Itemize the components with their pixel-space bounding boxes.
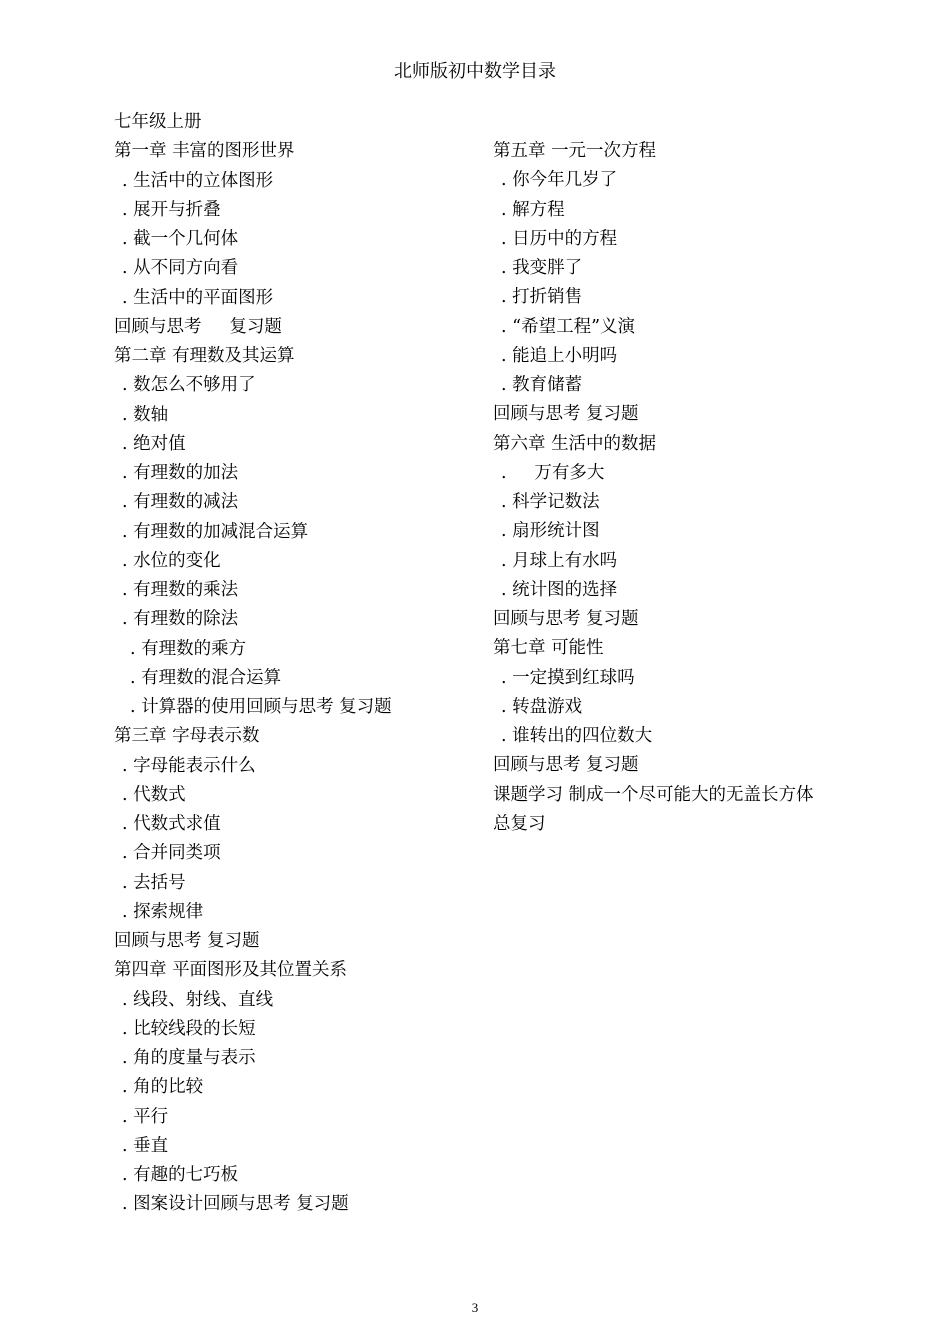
toc-item: . 水位的变化: [122, 550, 221, 571]
toc-item: . 从不同方向看: [122, 258, 239, 279]
document-title: 北师版初中数学目录: [394, 61, 556, 82]
toc-item: . 数怎么不够用了: [122, 375, 256, 396]
toc-item: . 科学记数法: [501, 492, 600, 512]
toc-left-column: [114, 108, 474, 1220]
toc-item: . 一定摸到红球吗: [501, 667, 635, 688]
toc-item: . “希望工程”义演: [501, 316, 636, 337]
toc-item: . 你今年几岁了: [501, 170, 618, 191]
page-number: 3: [471, 1300, 479, 1315]
toc-item: . 代数式求值: [122, 814, 221, 834]
toc-item: . 图案设计回顾与思考 复习题: [122, 1194, 349, 1215]
chapter-3-review: 回顾与思考 复习题: [114, 931, 260, 951]
project-study: 课题学习 制成一个尽可能大的无盖长方体: [493, 784, 814, 805]
chapter-7-heading: 第七章 可能性: [493, 638, 604, 659]
chapter-7-review: 回顾与思考 复习题: [493, 755, 639, 776]
toc-item: . 生活中的立体图形: [122, 170, 274, 191]
toc-item: . 计算器的使用回顾与思考 复习题: [130, 697, 392, 717]
chapter-5-heading: 第五章 一元一次方程: [493, 141, 657, 161]
chapter-6-heading: 第六章 生活中的数据: [493, 433, 657, 454]
chapter-6-review: 回顾与思考 复习题: [493, 609, 639, 629]
final-review: 总复习: [493, 813, 546, 834]
toc-item: . 打折销售: [501, 287, 583, 308]
toc-item: . 线段、射线、直线: [122, 989, 274, 1010]
toc-item: . 绝对值: [122, 433, 186, 454]
toc-item: . 角的度量与表示: [122, 1048, 256, 1068]
toc-item: . 日历中的方程: [501, 228, 618, 249]
toc-item: . 解方程: [501, 199, 565, 220]
toc-item: . 代数式: [122, 784, 186, 805]
chapter-4-heading: 第四章 平面图形及其位置关系: [114, 960, 348, 981]
chapter-1-heading: 第一章 丰富的图形世界: [114, 141, 295, 162]
toc-item: . 统计图的选择: [501, 579, 618, 600]
toc-item: . 角的比较: [122, 1077, 204, 1098]
toc-item: . 教育储蓄: [501, 375, 583, 395]
toc-item: . 有理数的加法: [122, 463, 239, 483]
toc-item: . 字母能表示什么: [122, 755, 256, 776]
toc-item: . 去括号: [122, 872, 186, 893]
toc-item: . 探索规律: [122, 901, 204, 922]
chapter-1-review: 回顾与思考 复习题: [114, 316, 282, 337]
grade-heading: 七年级上册: [114, 112, 202, 132]
toc-item: . 生活中的平面图形: [122, 287, 274, 308]
toc-item: . 谁转出的四位数大: [501, 726, 653, 746]
toc-item: . 有理数的除法: [122, 609, 239, 630]
toc-item: . 截一个几何体: [122, 229, 239, 249]
toc-item: . 有趣的七巧板: [122, 1165, 239, 1185]
toc-item: . 有理数的加减混合运算: [122, 521, 309, 542]
toc-item: . 转盘游戏: [501, 696, 583, 717]
toc-item: . 月球上有水吗: [501, 550, 618, 571]
toc-item: . 合并同类项: [122, 843, 221, 864]
toc-item: . 垂直: [122, 1135, 169, 1156]
toc-item: . 万有多大: [501, 462, 605, 483]
toc-item: . 有理数的减法: [122, 492, 239, 513]
toc-item: . 有理数的乘方: [130, 638, 247, 659]
toc-item: . 有理数的混合运算: [130, 667, 282, 688]
toc-item: . 能追上小明吗: [501, 345, 618, 366]
toc-item: . 我变胖了: [501, 258, 583, 278]
chapter-3-heading: 第三章 字母表示数: [114, 726, 260, 747]
chapter-2-heading: 第二章 有理数及其运算: [114, 346, 295, 366]
toc-item: . 展开与折叠: [122, 199, 221, 220]
toc-item: . 扇形统计图: [501, 521, 600, 542]
toc-item: . 有理数的乘法: [122, 580, 239, 600]
chapter-5-review: 回顾与思考 复习题: [493, 404, 639, 425]
toc-item: . 数轴: [122, 404, 169, 425]
toc-item: . 平行: [122, 1106, 169, 1127]
toc-item: . 比较线段的长短: [122, 1018, 256, 1039]
toc-right-column: [493, 137, 843, 839]
